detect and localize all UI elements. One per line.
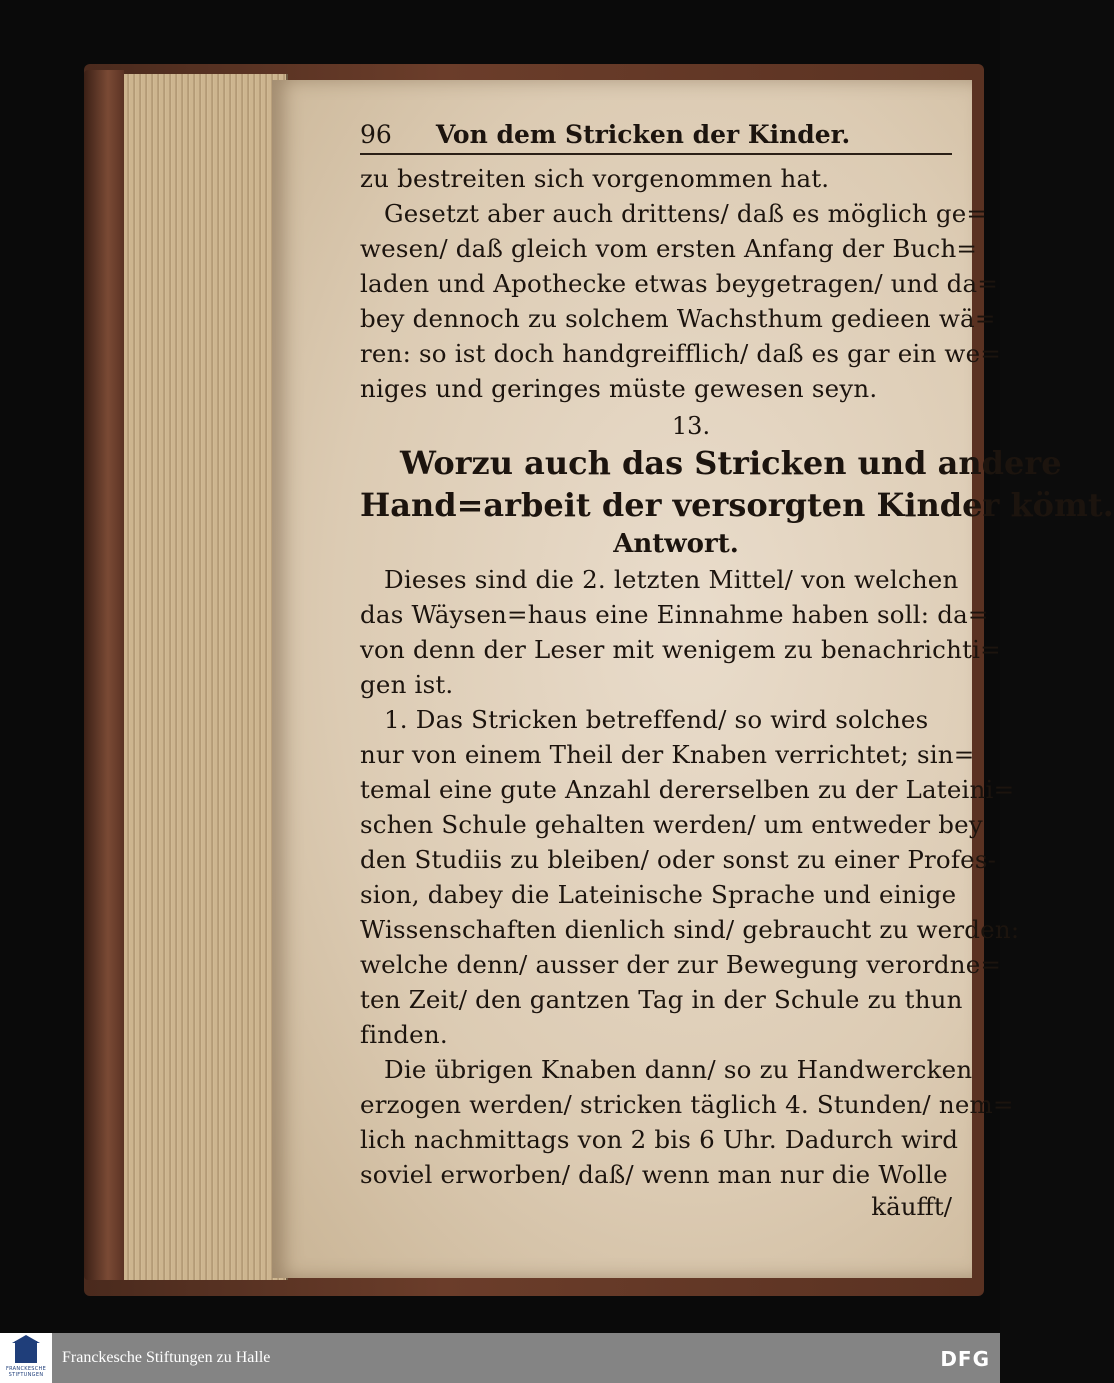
section-number: 13. [671,412,711,440]
answer-label: Antwort. [613,529,739,559]
building-icon [15,1341,37,1363]
catchword: käufft/ [871,1192,952,1221]
viewer-footer [0,1333,1000,1383]
text-line: von denn der Leser mit wenigem zu benachrichti= [360,635,1001,664]
text-line: sion, dabey die Lateinische Sprache und einige [360,880,957,909]
paragraph-after [360,562,1020,1192]
text-line: ten Zeit/ den gantzen Tag in der Schule zu thun [360,985,963,1014]
text-line: gen ist. [360,670,454,699]
page-header [360,120,952,155]
paragraph-before [360,161,1002,406]
text-line: Wissenschaften dienlich sind/ gebraucht zu werden: [360,915,1020,944]
page-text [360,120,1114,1222]
text-line: Die übrigen Knaben dann/ so zu Handwercken [384,1055,973,1084]
page-number: 96 [360,120,392,149]
section-heading-line: Worzu auch das Stricken und andere [400,444,1062,482]
dfg-logo[interactable]: DFG [940,1347,990,1371]
text-line: ren: so ist doch handgreifflich/ daß es gar ein we= [360,339,1002,368]
book-page [272,80,1114,1278]
text-line: Gesetzt aber auch drittens/ daß es möglich ge= [384,199,988,228]
text-line: erzogen werden/ stricken täglich 4. Stunden/ nem= [360,1090,1014,1119]
text-line: niges und geringes müste gewesen seyn. [360,374,878,403]
running-title: Von dem Stricken der Kinder. [435,120,851,149]
text-line: schen Schule gehalten werden/ um entweder bey [360,810,983,839]
text-line: bey dennoch zu solchem Wachsthum gedieen wä= [360,304,996,333]
logo-caption: FRANCKESCHE STIFTUNGEN [5,1366,47,1378]
section-heading-line: Hand=arbeit der versorgten Kinder kömt. [360,486,1114,524]
institution-logo[interactable] [0,1333,52,1383]
text-line: wesen/ daß gleich vom ersten Anfang der Buch= [360,234,978,263]
text-line: soviel erworben/ daß/ wenn man nur die Wolle [360,1160,948,1189]
institution-name[interactable]: Franckesche Stiftungen zu Halle [62,1349,271,1366]
text-line: laden und Apothecke etwas beygetragen/ und da= [360,269,999,298]
text-line: welche denn/ ausser der zur Bewegung verordne= [360,950,1002,979]
text-line: das Wäysen=haus eine Einnahme haben soll: da= [360,600,989,629]
text-line: lich nachmittags von 2 bis 6 Uhr. Dadurch wird [360,1125,959,1154]
book-spine-edge [84,70,124,1280]
text-line: Dieses sind die 2. letzten Mittel/ von welchen [384,565,959,594]
text-line: zu bestreiten sich vorgenommen hat. [360,164,830,193]
text-line: nur von einem Theil der Knaben verrichtet; sin= [360,740,975,769]
text-line: 1. Das Stricken betreffend/ so wird solches [384,705,929,734]
text-line: temal eine gute Anzahl dererselben zu der Lateini= [360,775,1015,804]
page-edges [124,74,288,1280]
text-line: finden. [360,1020,448,1049]
text-line: den Studiis zu bleiben/ oder sonst zu einer Profes- [360,845,997,874]
